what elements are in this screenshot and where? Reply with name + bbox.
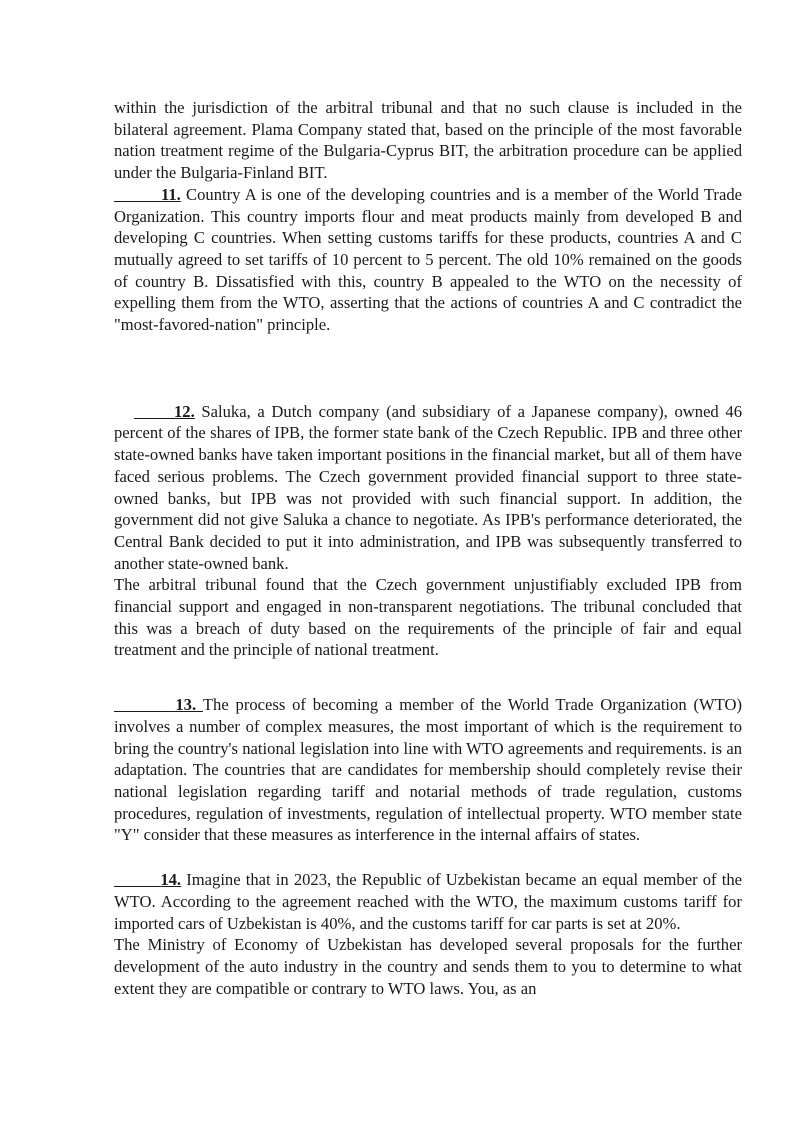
case-11-number: 11. [160, 184, 181, 204]
case-13-paragraph [114, 694, 742, 846]
continuation-paragraph: within the jurisdiction of the arbitral tribunal and that no such clause is included in the bilateral agreement. Plama Company stated that, based on the principle of the most favorable nation treatment regime of the Bulgaria-Cyprus BIT, the arbitration procedure can be applied under the Bulgaria-Finland BIT. [114, 98, 742, 183]
case-13-text: The process of becoming a member of the World Trade Organization (WTO) involves a number of complex measures, the most important of which is the requirement to bring the country's national legislation into line with WTO agreements and requirements. is an adaptation. The countries that are candidates for membership should completely revise their national legislation regarding tariff and notarial methods of trade regulation, customs procedures, regulation of investments, regulation of intellectual property. WTO member state "Y" consider that these measures as interference in the internal affairs of states. [114, 695, 742, 845]
spacer [114, 336, 742, 401]
case-13-number: 13. [175, 695, 203, 715]
case-12-paragraph [114, 401, 742, 575]
case-12-blank [134, 402, 174, 421]
case-12-text: Saluka, a Dutch company (and subsidiary of a Japanese company), owned 46 percent of the shares of IPB, the former state bank of the Czech Republic. IPB and three other state-owned banks have taken important positions in the financial market, but all of them have faced serious problems. The Czech government provided financial support to three state-owned banks, but IPB was not provided with such financial support. In addition, the government did not give Saluka a chance to negotiate. As IPB's performance deteriorated, the Central Bank decided to put it into administration, and IPB was subsequently transferred to another state-owned bank. [114, 401, 742, 573]
case-12-paragraph-2: The arbitral tribunal found that the Czech government unjustifiably excluded IPB from financial support and engaged in non-transparent negotiations. The tribunal concluded that this was a breach of duty based on the requirements of the principle of fair and equal treatment and the principle of national treatment. [114, 575, 742, 660]
case-14-number: 14. [160, 870, 182, 890]
case-11-paragraph [114, 184, 742, 336]
case-13-blank [114, 695, 175, 714]
case-14-paragraph-2: The Ministry of Economy of Uzbekistan has developed several proposals for the further development of the auto industry in the country and sends them to you to determine to what extent they are compatible or contrary to WTO laws. You, as an [114, 935, 742, 998]
document-page [114, 97, 742, 999]
case-11-text: Country A is one of the developing countries and is a member of the World Trade Organization. This country imports flour and meat products mainly from developed B and developing C countries. When setting customs tariffs for these products, countries A and C mutually agreed to set tariffs of 10 percent to 5 percent. The old 10% remained on the goods of country B. Dissatisfied with this, country B appealed to the WTO on the necessity of expelling them from the WTO, asserting that the actions of countries A and C contradict the "most-favored-nation" principle. [114, 184, 742, 335]
case-12-number: 12. [174, 401, 195, 421]
spacer [114, 661, 742, 694]
spacer [114, 846, 742, 869]
case-14-blank [114, 870, 160, 889]
case-14-paragraph [114, 869, 742, 934]
case-14-text: Imagine that in 2023, the Republic of Uzbekistan became an equal member of the WTO. According to the agreement reached with the WTO, the maximum customs tariff for imported cars of Uzbekistan is 40%, and the customs tariff for car parts is set at 20%. [114, 870, 742, 933]
case-11-blank [114, 185, 161, 204]
